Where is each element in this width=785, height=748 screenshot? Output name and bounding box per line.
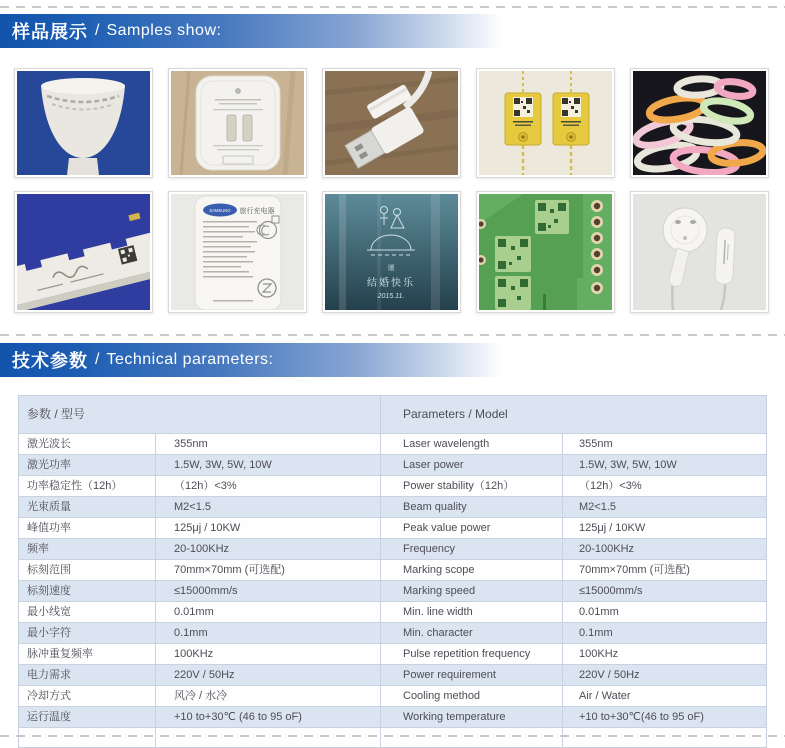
samsung-logo-text: SAMSUNG (209, 208, 231, 213)
table-cell-label_en: Min. line width (381, 602, 563, 622)
wristbands-photo (633, 71, 766, 175)
charger-title-text: 旅行充电器 (239, 208, 275, 215)
usb-cable-photo (325, 71, 458, 175)
table-cell-value_en: （12h）<3% (579, 480, 642, 492)
table-cell-value_en: 125μj / 10KW (579, 522, 646, 534)
table-cell-label_cn: 频率 (19, 539, 156, 559)
samples-header-separator: / (95, 22, 100, 39)
security-seal (505, 93, 541, 145)
parameters-table (18, 395, 767, 748)
table-cell-value_en: 100KHz (579, 648, 619, 660)
sample-tile-usb-cable (322, 68, 461, 178)
table-row (19, 433, 766, 454)
parameters-header-separator: / (95, 351, 100, 368)
yellow-seals-photo (479, 71, 612, 175)
table-cell-value_en: +10 to+30℃(46 to 95 oF) (579, 711, 704, 723)
earphone-photo (633, 194, 766, 310)
table-cell-value_en: Air / Water (579, 690, 631, 702)
table-cell-value_cn: +10 to+30℃ (46 to 95 oF) (156, 707, 381, 727)
samples-section-header (0, 14, 785, 48)
table-row (19, 454, 766, 475)
brand-marking-text: NIKE (691, 85, 707, 92)
table-cell-value_cn: 70mm×70mm (可选配) (156, 560, 381, 580)
table-cell-label_cn: 标刻范围 (19, 560, 156, 580)
table-cell-value_cn: 100KHz (156, 644, 381, 664)
charger-prong (227, 115, 236, 141)
table-cell-label_en: Power stability（12h） (381, 476, 563, 496)
table-row (19, 538, 766, 559)
table-cell-label_cn: 脉冲重复频率 (19, 644, 156, 664)
table-cell-label_en: Working temperature (381, 707, 563, 727)
table-cell-value_en: 0.1mm (579, 627, 613, 639)
parameters-section-header (0, 343, 785, 377)
table-cell-label_cn: 功率稳定性（12h） (19, 476, 156, 496)
table-cell-value_en: 1.5W, 3W, 5W, 10W (579, 459, 677, 471)
table-cell-label_cn: 激光波长 (19, 434, 156, 454)
circuit-module-photo (17, 194, 150, 310)
table-row (19, 559, 766, 580)
samples-row-1 (14, 68, 769, 178)
table-cell-label_en: Power requirement (381, 665, 563, 685)
table-row (19, 622, 766, 643)
table-cell-value_cn: M2<1.5 (156, 497, 381, 517)
table-cell-label_cn: 峰值功率 (19, 518, 156, 538)
table-row (19, 517, 766, 538)
engraved-greeting-text: 结婚快乐 (367, 278, 415, 289)
table-row (19, 706, 766, 727)
table-cell-label_en: Beam quality (381, 497, 563, 517)
table-empty-row (19, 727, 766, 747)
sample-tile-wristbands (630, 68, 769, 178)
table-cell-label_cn: 冷却方式 (19, 686, 156, 706)
pcb-photo (479, 194, 612, 310)
qr-code-icon (495, 276, 531, 310)
table-cell-label_en: Frequency (381, 539, 563, 559)
table-cell-label_en: Peak value power (381, 518, 563, 538)
sample-tile-circuit-module (14, 191, 153, 313)
table-cell-value_en: ≤15000mm/s (579, 585, 643, 597)
sample-tile-led-bulb (14, 68, 153, 178)
parameters-header-en: Technical parameters: (106, 351, 274, 368)
table-cell-value_en: 70mm×70mm (可选配) (579, 564, 690, 576)
table-cell-empty (381, 728, 563, 747)
table-cell-value_cn: 125μj / 10KW (156, 518, 381, 538)
inline-remote (715, 228, 736, 285)
table-cell-label_en: Laser power (381, 455, 563, 475)
sample-tile-earphone (630, 191, 769, 313)
qr-code-icon (535, 200, 569, 234)
table-cell-label_cn: 最小字符 (19, 623, 156, 643)
table-cell-value_cn: 220V / 50Hz (156, 665, 381, 685)
table-header-row (19, 396, 766, 433)
led-bulb-photo (17, 71, 150, 175)
table-cell-label_en: Marking speed (381, 581, 563, 601)
brand-marking-text: NIKE (656, 129, 670, 139)
table-cell-label_cn: 最小线宽 (19, 602, 156, 622)
apple-charger-photo (171, 71, 304, 175)
table-row (19, 685, 766, 706)
table-row (19, 496, 766, 517)
apple-logo-icon (235, 88, 241, 94)
table-cell-empty (156, 728, 381, 747)
table-row (19, 580, 766, 601)
table-cell-value_cn: 0.01mm (156, 602, 381, 622)
table-cell-value_cn: （12h）<3% (156, 476, 381, 496)
table-cell-label_cn: 激光功率 (19, 455, 156, 475)
table-cell-value_en: 20-100KHz (579, 543, 635, 555)
table-cell-value_en: M2<1.5 (579, 501, 616, 513)
security-seal (553, 93, 589, 145)
sample-tile-pcb (476, 191, 615, 313)
engraved-seal-char: 谨 (387, 265, 395, 272)
table-cell-value_en: 0.01mm (579, 606, 619, 618)
table-row (19, 475, 766, 496)
top-dashed-divider (0, 6, 785, 8)
table-row (19, 601, 766, 622)
table-cell-value_cn: 风冷 / 水冷 (156, 686, 381, 706)
sample-tile-apple-charger (168, 68, 307, 178)
table-row (19, 664, 766, 685)
table-row (19, 643, 766, 664)
table-cell-value_cn: 1.5W, 3W, 5W, 10W (156, 455, 381, 475)
table-header-en: Parameters / Model (403, 407, 508, 421)
samples-header-en: Samples show: (106, 22, 222, 39)
table-cell-label_en: Cooling method (381, 686, 563, 706)
table-cell-empty (19, 728, 156, 747)
table-cell-label_cn: 标刻速度 (19, 581, 156, 601)
samples-row-2 (14, 191, 769, 313)
qr-code-icon (513, 97, 533, 117)
earbud (663, 208, 707, 252)
samples-header-cn: 样品展示 (12, 22, 88, 42)
table-cell-value_en: 220V / 50Hz (579, 669, 640, 681)
table-cell-value_cn: ≤15000mm/s (156, 581, 381, 601)
table-cell-label_en: Marking scope (381, 560, 563, 580)
table-header-cn: 参数 / 型号 (19, 396, 381, 433)
table-cell-empty (563, 728, 766, 747)
table-cell-value_en: 355nm (579, 438, 613, 450)
engraved-glass-photo (325, 194, 458, 310)
parameters-header-cn: 技术参数 (12, 351, 88, 371)
table-cell-label_cn: 光束质量 (19, 497, 156, 517)
table-cell-label_cn: 运行温度 (19, 707, 156, 727)
qr-code-icon (561, 97, 581, 117)
engraved-date-text: 2015.11. (377, 293, 405, 300)
table-cell-value_cn: 355nm (156, 434, 381, 454)
table-cell-label_en: Laser wavelength (381, 434, 563, 454)
sample-tile-samsung-charger (168, 191, 307, 313)
table-cell-value_cn: 20-100KHz (156, 539, 381, 559)
samsung-charger-photo (171, 194, 304, 310)
table-cell-label_en: Min. character (381, 623, 563, 643)
qr-code-icon (495, 236, 531, 272)
middle-dashed-divider (0, 334, 785, 336)
table-cell-value_cn: 0.1mm (156, 623, 381, 643)
bottom-dashed-divider (0, 735, 785, 737)
charger-prong (243, 115, 252, 141)
sample-tile-engraved-glass (322, 191, 461, 313)
table-cell-label_en: Pulse repetition frequency (381, 644, 563, 664)
table-cell-label_cn: 电力需求 (19, 665, 156, 685)
sample-tile-yellow-seals (476, 68, 615, 178)
